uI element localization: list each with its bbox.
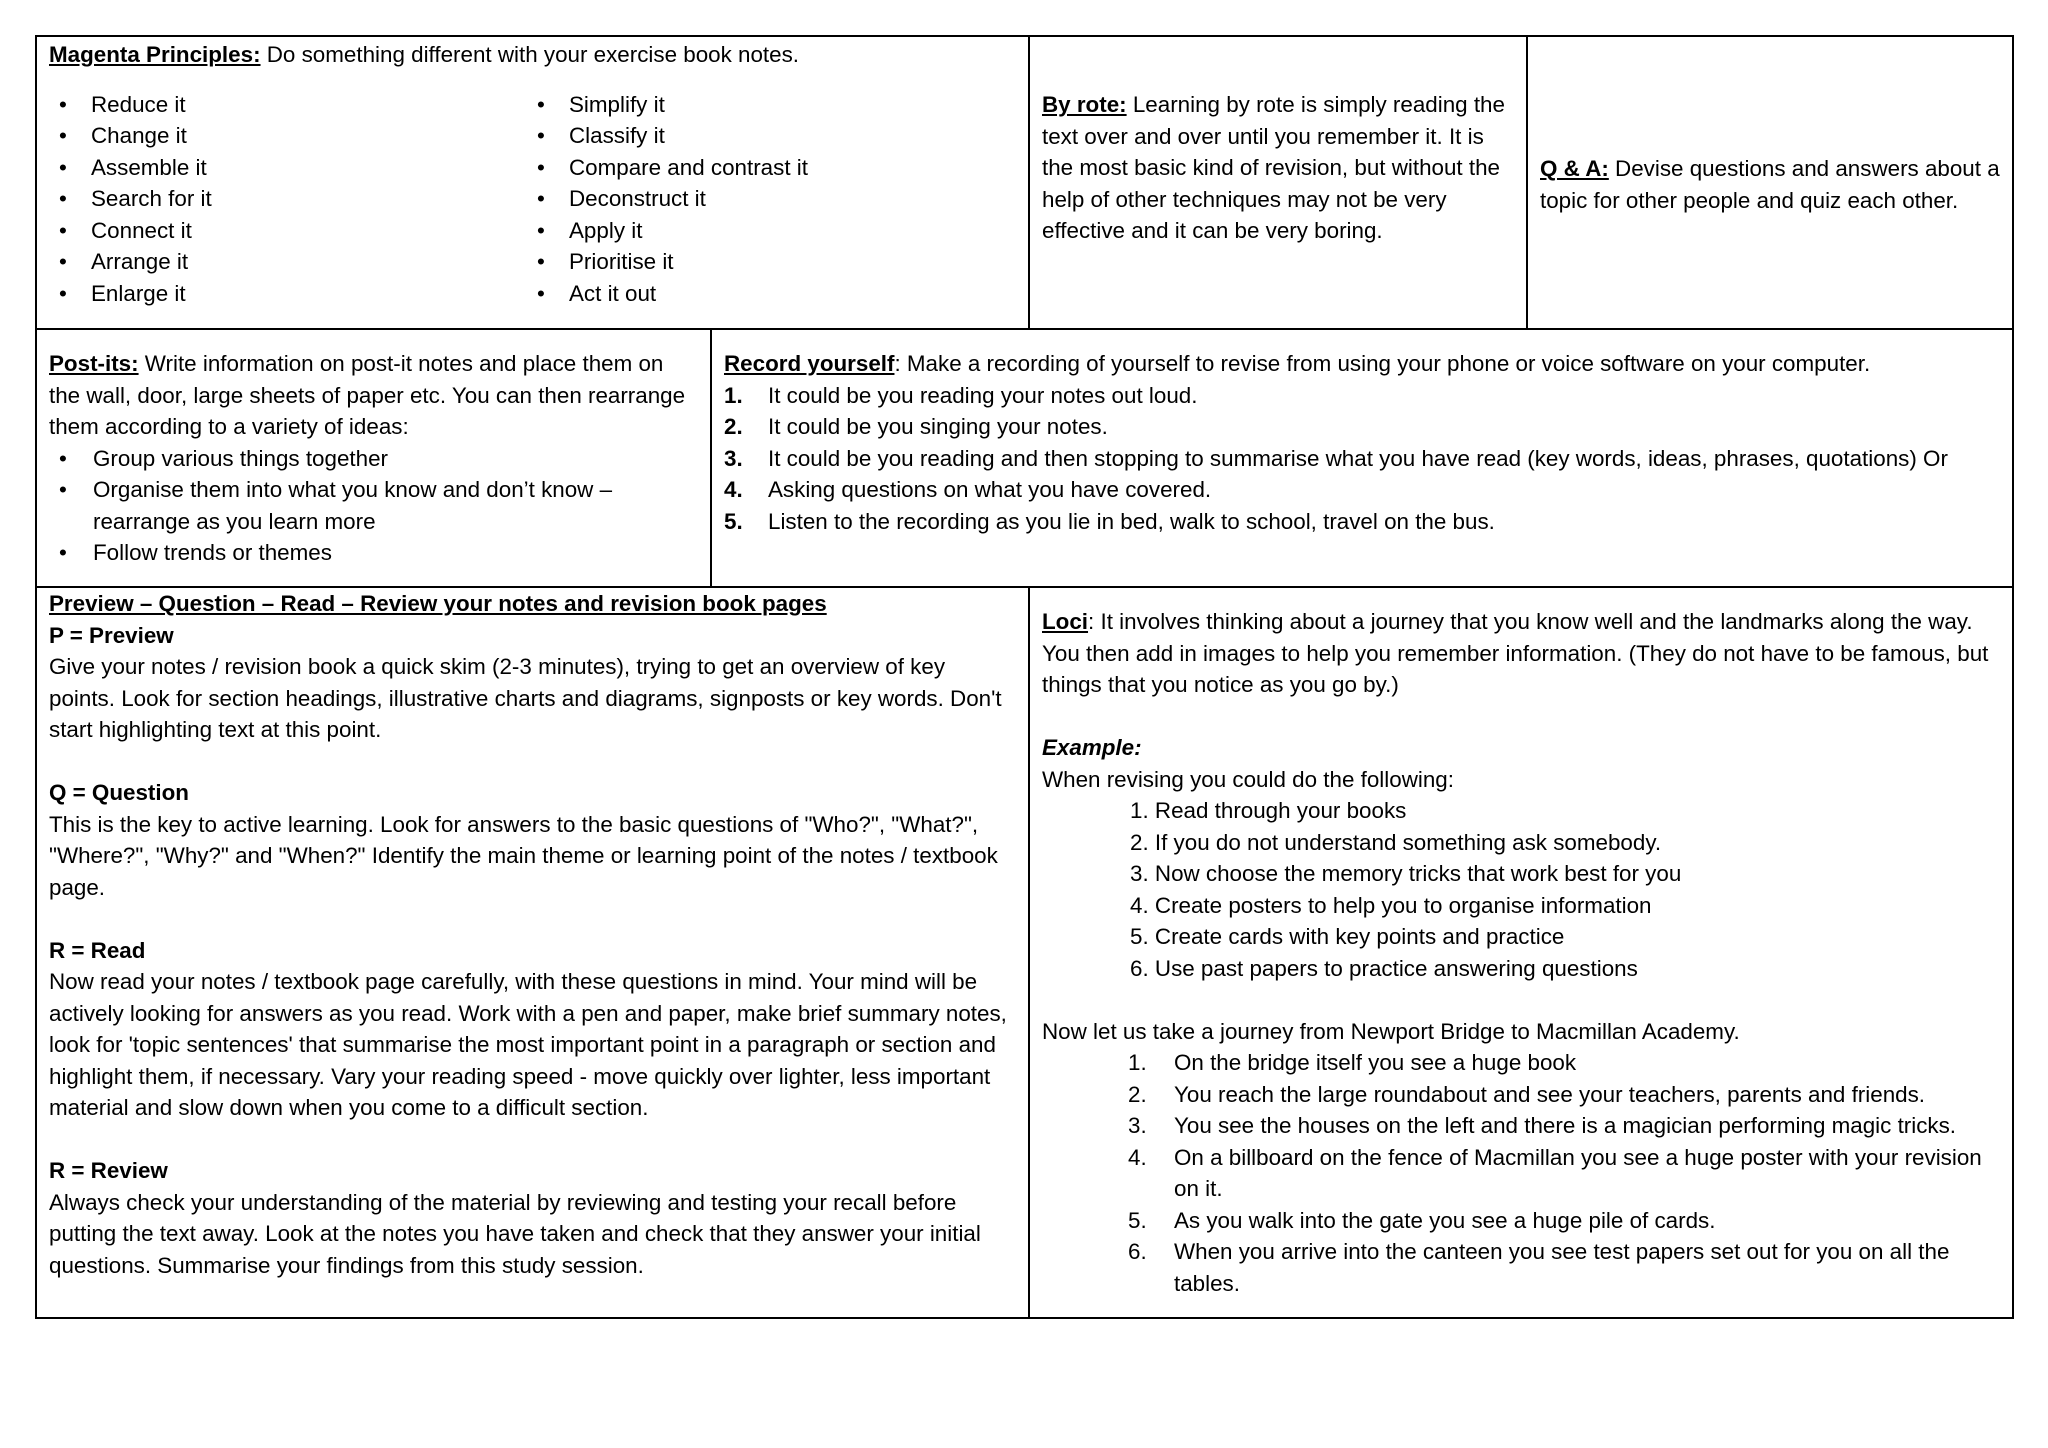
list-item [1042,1205,1998,1237]
list-item: • Follow trends or themes [49,537,700,569]
list-text: You reach the large roundabout and see your teachers, parents and friends. [1174,1081,1926,1107]
list-item: 1. Read through your books [1130,798,1407,823]
review-text: Always check your understanding of the material by reviewing and testing your recall before putting the text away. Look at the notes you have taken and check that they answer your initial questions. Summarise your findings from this study session. [49,1189,981,1278]
question-text: This is the key to active learning. Look for answers to the basic questions of "Who?", "What?", "Where?", "Why?" and "When?" Identify the main theme or learning point of the notes / textbook page. [49,811,998,900]
list-item: 6. Use past papers to practice answering questions [1130,955,1638,981]
post-its-heading: Post-its: [49,351,139,376]
magenta-intro-text: Do something different with your exercise book notes. [260,42,800,67]
by-rote-text [1042,89,1516,247]
list-text: As you walk into the gate you see a huge pile of cards. [1174,1207,1716,1233]
list-item: • Change it [49,120,527,152]
list-item [1042,1142,1998,1205]
list-item: • Group various things together [49,443,700,475]
list-item: • Enlarge it [49,278,527,310]
list-item: • Arrange it [49,246,527,278]
magenta-list-left [49,89,527,310]
list-number: 4. [724,477,743,502]
list-number: 4. [1128,1144,1147,1170]
magenta-heading: Magenta Principles: [49,42,261,67]
list-number: 1. [1128,1050,1147,1075]
qa-heading: Q & A: [1540,156,1609,181]
example-steps [1042,795,1998,984]
list-item: 2. If you do not understand something ask somebody. [1130,829,1662,855]
list-item: • Connect it [49,215,527,247]
list-number: 5. [1128,1207,1147,1233]
list-number: 5. [724,508,743,534]
list-item: • Classify it [527,120,808,152]
list-item [724,443,1992,475]
preview-heading: P = Preview [49,622,174,648]
post-its-text [49,348,700,443]
list-item: • Prioritise it [527,246,808,278]
list-item [1042,1079,1998,1111]
list-item: • Search for it [49,183,527,215]
list-number: 3. [724,445,743,471]
post-its-cell [35,328,712,588]
list-text: It could be you singing your notes. [768,414,1108,439]
list-item [724,474,1992,506]
record-yourself-body: : Make a recording of yourself to revise from using your phone or voice software on your computer. [894,351,1871,376]
list-item: • Compare and contrast it [527,152,808,184]
list-text: Asking questions on what you have covered. [768,477,1212,502]
list-item: 5. Create cards with key points and practice [1130,924,1565,949]
magenta-list-right [527,89,808,310]
list-item: • Deconstruct it [527,183,808,215]
qa-body: Devise questions and answers about a topic for other people and quiz each other. [1540,156,2000,213]
list-item: 3. Now choose the memory tricks that work best for you [1130,861,1682,886]
question-heading: Q = Question [49,780,189,805]
list-item: • Organise them into what you know and don’t know – rearrange as you learn more [49,474,700,537]
list-number: 2. [1128,1081,1147,1107]
list-number: 1. [724,382,743,408]
list-number: 2. [724,414,743,439]
pqrr-heading: Preview – Question – Read – Review your notes and revision book pages [49,591,827,616]
qa-cell [1526,35,2014,330]
list-text: On a billboard on the fence of Macmillan you see a huge poster with your revision on it. [1174,1144,1982,1201]
pqrr-cell [35,586,1030,1319]
read-text: Now read your notes / textbook page carefully, with these questions in mind. Your mind will be actively looking for answers as you read. Work with a pen and paper, make brief summary notes, look for 'topic sentences' that summarise the most important point in a paragraph or section and highlight them, if necessary. Vary your reading speed - move quickly over lighter, less important material and slow down when you come to a difficult section. [49,969,1007,1120]
post-its-list [49,443,700,569]
list-item: • Apply it [527,215,808,247]
list-item [724,506,1992,538]
list-text: On the bridge itself you see a huge book [1174,1050,1577,1075]
list-item: • Assemble it [49,152,527,184]
by-rote-heading: By rote: [1042,92,1127,117]
magenta-columns [49,89,1028,310]
list-item: • Reduce it [49,89,527,121]
list-item [1042,1236,1998,1299]
list-text: It could be you reading and then stopping to summarise what you have read (key words, ideas, phrases, quotations) Or [768,445,1948,471]
post-its-body: Write information on post-it notes and place them on the wall, door, large sheets of paper etc. You can then rearrange them according to a variety of ideas: [49,351,686,439]
read-heading: R = Read [49,937,146,963]
record-yourself-text [724,348,1992,380]
list-text: You see the houses on the left and there is a magician performing magic tricks. [1174,1113,1957,1138]
loci-text [1042,606,1998,701]
journey-intro: Now let us take a journey from Newport Bridge to Macmillan Academy. [1042,1018,1740,1044]
list-item [1042,1110,1998,1142]
list-item: • Act it out [527,278,808,310]
list-item [1042,1047,1998,1079]
magenta-principles-cell [35,35,1030,330]
qa-text [1540,153,2004,216]
preview-text: Give your notes / revision book a quick skim (2-3 minutes), trying to get an overview of key points. Look for section headings, illustrative charts and diagrams, signposts or key words. Don't start highlighting text at this point. [49,654,1002,742]
record-yourself-list [724,380,1992,538]
list-text: When you arrive into the canteen you see test papers set out for you on all the tables. [1174,1239,1950,1296]
list-item: 4. Create posters to help you to organise information [1130,892,1652,918]
list-item [724,411,1992,443]
list-number: 6. [1128,1239,1147,1264]
loci-heading: Loci [1042,609,1089,634]
list-number: 3. [1128,1113,1147,1138]
example-heading: Example: [1042,735,1142,760]
list-item: • Simplify it [527,89,808,121]
list-item [724,380,1992,412]
magenta-intro [49,39,1028,71]
journey-list [1042,1047,1998,1299]
list-text: Listen to the recording as you lie in bed, walk to school, travel on the bus. [768,508,1495,534]
record-yourself-cell [710,328,2014,588]
by-rote-body: Learning by rote is simply reading the text over and over until you remember it. It is the most basic kind of revision, but without the help of other techniques may not be very effective and it can be very boring. [1042,92,1505,243]
list-text: It could be you reading your notes out loud. [768,382,1198,408]
loci-cell [1028,586,2014,1319]
by-rote-cell [1028,35,1528,330]
example-intro: When revising you could do the following: [1042,766,1454,792]
loci-body: : It involves thinking about a journey that you know well and the landmarks along the way. You then add in images to help you remember information. (They do not have to be famous, but things that you notice as you go by.) [1042,609,1989,697]
record-yourself-heading: Record yourself [724,351,895,376]
review-heading: R = Review [49,1158,168,1183]
